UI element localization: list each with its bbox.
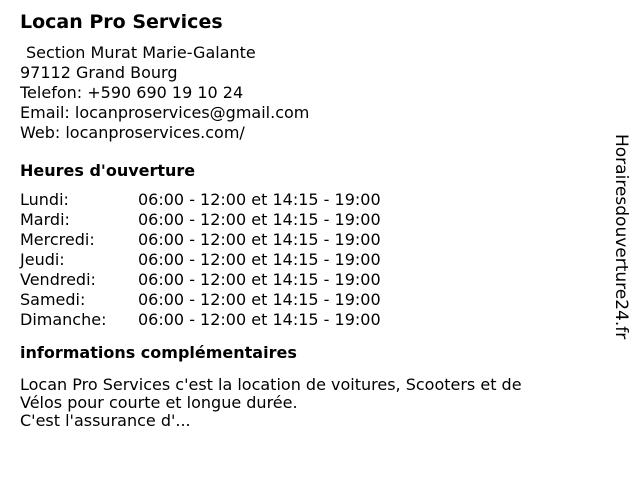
phone-line: Telefon: +590 690 19 10 24: [20, 83, 244, 102]
day-label: Jeudi:: [20, 250, 65, 269]
hours-row-vendredi: [20, 270, 590, 290]
hours-row-jeudi: [20, 250, 590, 270]
time-range: 06:00 - 12:00 et 14:15 - 19:00: [138, 210, 381, 229]
time-range: 06:00 - 12:00 et 14:15 - 19:00: [138, 270, 381, 289]
email-line: Email: locanproservices@gmail.com: [20, 103, 310, 122]
day-label: Dimanche:: [20, 310, 107, 329]
hours-row-samedi: [20, 290, 590, 310]
day-label: Mercredi:: [20, 230, 95, 249]
hours-table: [20, 190, 590, 330]
time-range: 06:00 - 12:00 et 14:15 - 19:00: [138, 250, 381, 269]
description-line: Locan Pro Services c'est la location de voitures, Scooters et de: [20, 375, 522, 394]
time-range: 06:00 - 12:00 et 14:15 - 19:00: [138, 230, 381, 249]
time-range: 06:00 - 12:00 et 14:15 - 19:00: [138, 290, 381, 309]
address-street: Section Murat Marie-Galante: [26, 43, 256, 62]
day-label: Lundi:: [20, 190, 69, 209]
hours-row-mardi: [20, 210, 590, 230]
day-label: Samedi:: [20, 290, 86, 309]
hours-row-lundi: [20, 190, 590, 210]
day-label: Vendredi:: [20, 270, 96, 289]
hours-row-dimanche: [20, 310, 590, 330]
time-range: 06:00 - 12:00 et 14:15 - 19:00: [138, 310, 381, 329]
address-city: 97112 Grand Bourg: [20, 63, 178, 82]
business-card: [20, 10, 590, 430]
hours-heading: Heures d'ouverture: [20, 161, 196, 180]
day-label: Mardi:: [20, 210, 70, 229]
business-name: Locan Pro Services: [20, 11, 223, 33]
hours-row-mercredi: [20, 230, 590, 250]
description-line: Vélos pour courte et longue durée.: [20, 393, 298, 412]
info-heading: informations complémentaires: [20, 343, 297, 362]
address-block: [20, 43, 590, 143]
site-watermark: Horairesdouverture24.fr: [611, 134, 631, 340]
description-line: C'est l'assurance d'...: [20, 411, 191, 430]
time-range: 06:00 - 12:00 et 14:15 - 19:00: [138, 190, 381, 209]
web-line: Web: locanproservices.com/: [20, 123, 245, 142]
description: [20, 376, 580, 430]
